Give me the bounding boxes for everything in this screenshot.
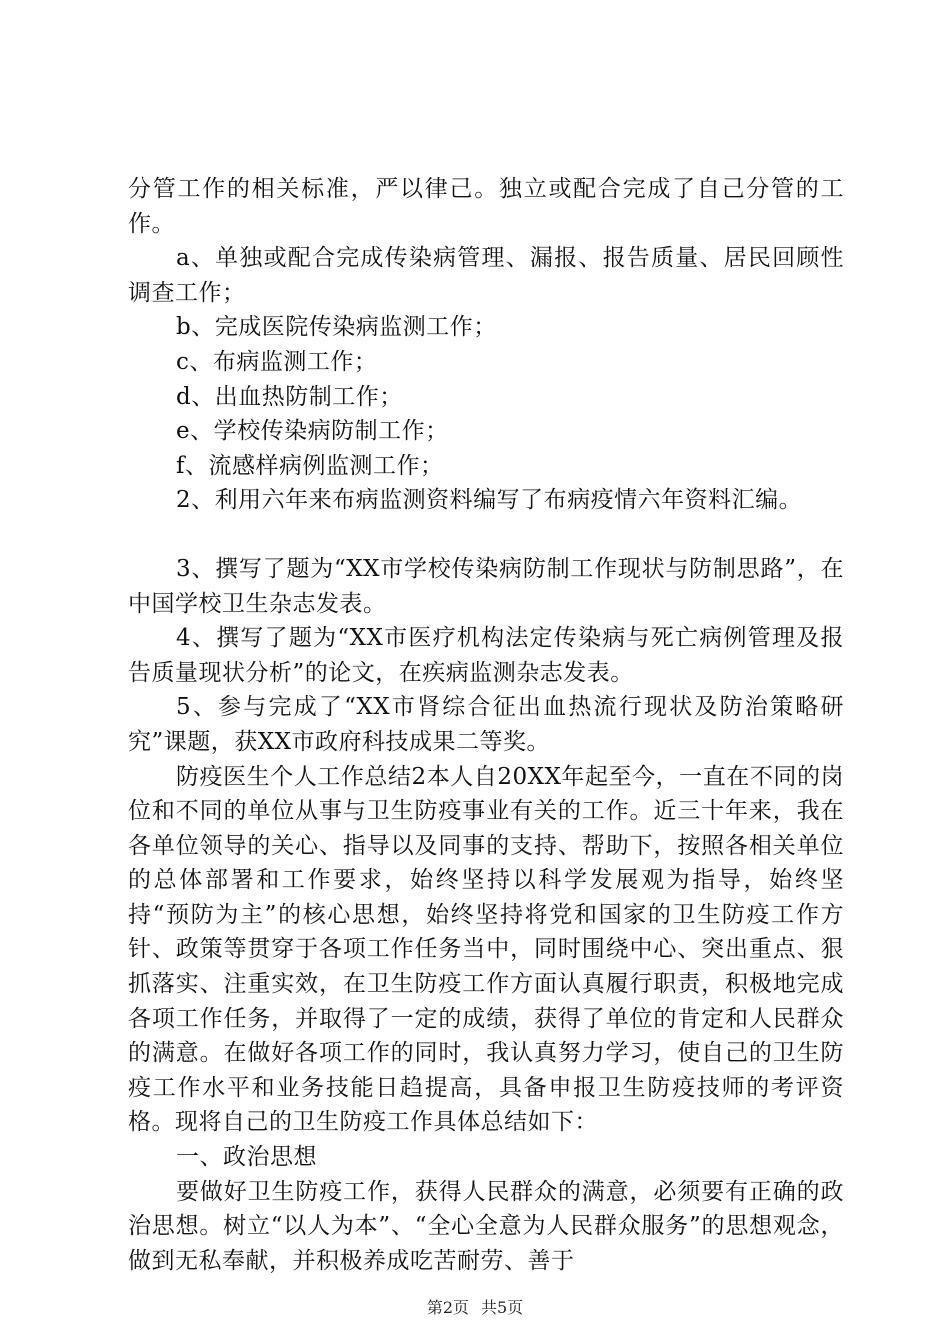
page-footer <box>0 1298 950 1318</box>
list-item-f: f、流感样病例监测工作； <box>176 452 444 479</box>
summary-paragraph: 防疫医生个人工作总结2本人自20XX年起至今，一直在不同的岗位和不同的单位从事与卫生防疫事业有关的工作。近三十年来，我在各单位领导的关心、指导以及同事的支持、帮助下，按照各相关单位的总体部署和工作要求，始终坚持以科学发展观为指导，始终坚持“预防为主”的核心思想，始终坚持将党和国家的卫生防疫工作方针、政策等贯穿于各项工作任务当中，同时围绕中心、突出重点、狠抓落实、注重实效，在卫生防疫工作方面认真履行职责，积极地完成各项工作任务，并取得了一定的成绩，获得了单位的肯定和人民群众的满意。在做好各项工作的同时，我认真努力学习，使自己的卫生防疫工作水平和业务技能日趋提高，具备申报卫生防疫技师的考评资格。现将自己的卫生防疫工作具体总结如下： <box>128 763 844 1136</box>
list-item-c: c、布病监测工作； <box>176 348 378 375</box>
list-item-2: 2、利用六年来布病监测资料编写了布病疫情六年资料汇编。 <box>176 487 803 514</box>
page-number: 第2页 <box>426 1298 469 1317</box>
list-item-e: e、学校传染病防制工作； <box>176 418 449 445</box>
section-heading: 一、政治思想 <box>176 1144 317 1171</box>
document-body <box>128 172 844 1278</box>
page-total: 共5页 <box>481 1298 524 1317</box>
paragraph-continuation: 分管工作的相关标准，严以律己。独立或配合完成了自己分管的工作。 <box>128 176 844 237</box>
list-item-b: b、完成医院传染病监测工作； <box>176 314 497 341</box>
list-item-a: a、单独或配合完成传染病管理、漏报、报告质量、居民回顾性调查工作； <box>128 245 844 306</box>
list-item-4: 4、撰写了题为“XX市医疗机构法定传染病与死亡病例管理及报告质量现状分析”的论文，在疾病监测杂志发表。 <box>128 625 844 686</box>
section-paragraph: 要做好卫生防疫工作，获得人民群众的满意，必须要有正确的政治思想。树立“以人为本”、“全心全意为人民群众服务”的思想观念，做到无私奉献，并积极养成吃苦耐劳、善于 <box>128 1178 844 1274</box>
list-item-5: 5、参与完成了“XX市肾综合征出血热流行现状及防治策略研究”课题，获XX市政府科技成果二等奖。 <box>128 694 844 755</box>
list-item-d: d、出血热防制工作； <box>176 383 403 410</box>
list-item-3: 3、撰写了题为“XX市学校传染病防制工作现状与防制思路”，在中国学校卫生杂志发表。 <box>128 555 844 617</box>
